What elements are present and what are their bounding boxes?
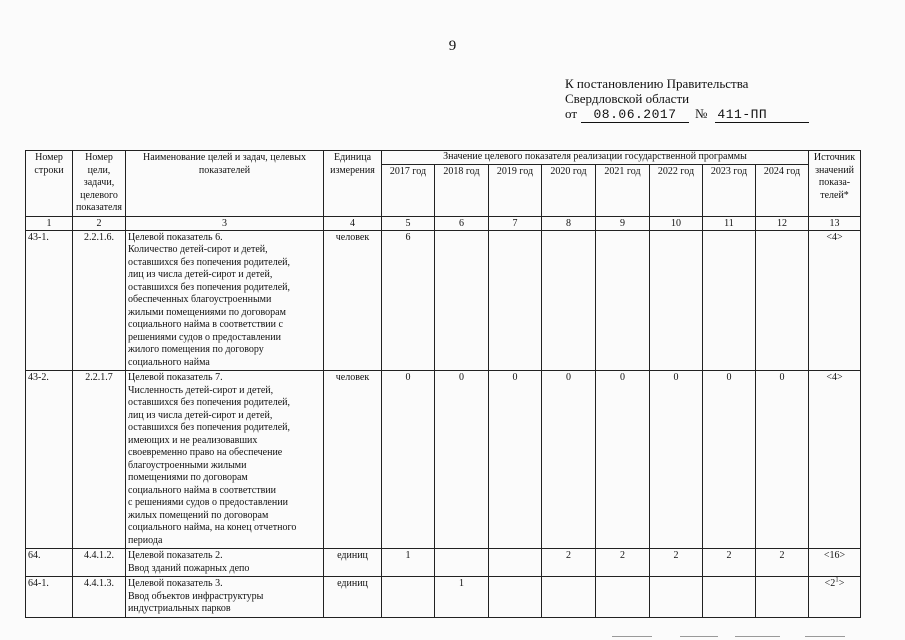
column-number-row xyxy=(26,216,861,230)
value-2021 xyxy=(596,230,650,371)
value-2020 xyxy=(542,577,596,618)
document-header xyxy=(565,76,809,123)
column-number: 1 xyxy=(26,216,73,230)
unit: единиц xyxy=(324,549,382,577)
page-number: 9 xyxy=(448,38,457,54)
value-2018 xyxy=(435,230,489,371)
source: <4> xyxy=(809,371,861,549)
name-line: обеспеченных благоустроенными xyxy=(128,294,272,305)
name-line: индустриальных парков xyxy=(128,603,231,614)
indicator-name xyxy=(126,549,324,577)
value-2017: 1 xyxy=(382,549,435,577)
value-2018: 1 xyxy=(435,577,489,618)
document-number: 411-ПП xyxy=(715,107,809,123)
value-2017 xyxy=(382,577,435,618)
value-2022 xyxy=(650,577,703,618)
row-number: 64. xyxy=(26,549,73,577)
source: <16> xyxy=(809,549,861,577)
name-line: Ввод объектов инфраструктуры xyxy=(128,590,264,602)
source: <4> xyxy=(809,230,861,371)
header-year-2020: 2020 год xyxy=(542,165,596,216)
header-unit: Единица измерения xyxy=(324,151,382,217)
unit: единиц xyxy=(324,577,382,618)
header-line-1: К постановлению Правительства xyxy=(565,76,749,91)
unit: человек xyxy=(324,230,382,371)
source-base: <2 xyxy=(824,578,836,589)
header-year-2021: 2021 год xyxy=(596,165,650,216)
column-number: 10 xyxy=(650,216,703,230)
name-line: оставшихся без попечения родителей, xyxy=(128,281,291,293)
name-line: Целевой показатель 3. xyxy=(128,578,223,589)
goal-number: 2.2.1.6. xyxy=(73,230,126,371)
row-number: 43-2. xyxy=(26,371,73,549)
name-line: социального найма, на конец отчетного xyxy=(128,522,297,533)
name-line: Целевой показатель 7. xyxy=(128,372,223,383)
from-label: от xyxy=(565,106,578,121)
name-line: Целевой показатель 2. xyxy=(128,550,223,561)
row-number: 64-1. xyxy=(26,577,73,618)
header-year-2018: 2018 год xyxy=(435,165,489,216)
scan-artifact-line xyxy=(680,636,718,637)
header-year-2022: 2022 год xyxy=(650,165,703,216)
scan-artifact-line xyxy=(612,636,652,637)
value-2020 xyxy=(542,230,596,371)
value-2020: 0 xyxy=(542,371,596,549)
value-2024: 2 xyxy=(756,549,809,577)
header-value-group: Значение целевого показателя реализации государственной программы xyxy=(382,151,809,165)
value-2023: 2 xyxy=(703,549,756,577)
column-number: 8 xyxy=(542,216,596,230)
header-date-line xyxy=(565,106,809,123)
value-2024: 0 xyxy=(756,371,809,549)
value-2023 xyxy=(703,577,756,618)
column-number: 12 xyxy=(756,216,809,230)
table-row xyxy=(26,371,861,549)
value-2021 xyxy=(596,577,650,618)
name-line: благоустроенными жилыми xyxy=(128,459,247,471)
column-number: 2 xyxy=(73,216,126,230)
goal-number: 4.4.1.2. xyxy=(73,549,126,577)
value-2017: 6 xyxy=(382,230,435,371)
goal-number: 4.4.1.3. xyxy=(73,577,126,618)
scan-artifact-line xyxy=(735,636,780,637)
table-row xyxy=(26,549,861,577)
header-name: Наименование целей и задач, целевых показателей xyxy=(126,151,324,217)
value-2019 xyxy=(489,549,542,577)
number-label: № xyxy=(695,106,708,121)
name-line: с решениями судов о предоставлении xyxy=(128,497,288,508)
name-line: оставшихся без попечения родителей, xyxy=(128,256,291,268)
name-line: жилых помещений по договорам xyxy=(128,509,269,521)
table-row xyxy=(26,230,861,371)
name-line: решениями судов о предоставлении xyxy=(128,331,281,343)
indicator-name xyxy=(126,230,324,371)
name-line: социального найма в соответствии с xyxy=(128,319,283,330)
name-line: жилого помещения по договору xyxy=(128,344,264,355)
column-number: 3 xyxy=(126,216,324,230)
value-2021: 2 xyxy=(596,549,650,577)
name-line: периода xyxy=(128,534,163,546)
name-line: жилыми помещениями по договорам xyxy=(128,306,286,318)
value-2019: 0 xyxy=(489,371,542,549)
value-2019 xyxy=(489,577,542,618)
value-2021: 0 xyxy=(596,371,650,549)
table-row xyxy=(26,577,861,618)
header-row-number: Номер строки xyxy=(26,151,73,217)
value-2023 xyxy=(703,230,756,371)
value-2024 xyxy=(756,230,809,371)
header-year-2017: 2017 год xyxy=(382,165,435,216)
value-2024 xyxy=(756,577,809,618)
name-line: лиц из числа детей-сирот и детей, xyxy=(128,269,273,280)
unit: человек xyxy=(324,371,382,549)
header-line-2: Свердловской области xyxy=(565,91,690,106)
name-line: Численность детей-сирот и детей, xyxy=(128,384,274,396)
value-2018: 0 xyxy=(435,371,489,549)
column-number: 13 xyxy=(809,216,861,230)
row-number: 43-1. xyxy=(26,230,73,371)
name-line: оставшихся без попечения родителей, xyxy=(128,397,291,408)
header-year-2024: 2024 год xyxy=(756,165,809,216)
name-line: лиц из числа детей-сирот и детей, xyxy=(128,409,273,421)
header-goal-number: Номер цели, задачи, целевого показателя xyxy=(73,151,126,217)
value-2023: 0 xyxy=(703,371,756,549)
indicator-name xyxy=(126,371,324,549)
column-number: 4 xyxy=(324,216,382,230)
column-number: 5 xyxy=(382,216,435,230)
value-2020: 2 xyxy=(542,549,596,577)
source-end: > xyxy=(838,578,845,589)
name-line: Ввод зданий пожарных депо xyxy=(128,562,250,574)
name-line: социального найма в соответствии xyxy=(128,484,276,496)
source xyxy=(809,577,861,618)
column-number: 11 xyxy=(703,216,756,230)
column-number: 7 xyxy=(489,216,542,230)
column-number: 6 xyxy=(435,216,489,230)
header-source: Источник значений показа-телей* xyxy=(809,151,861,217)
value-2019 xyxy=(489,230,542,371)
source-superscript: 1 xyxy=(835,576,839,584)
column-number: 9 xyxy=(596,216,650,230)
header-year-2023: 2023 год xyxy=(703,165,756,216)
value-2017: 0 xyxy=(382,371,435,549)
value-2018 xyxy=(435,549,489,577)
name-line: оставшихся без попечения родителей, xyxy=(128,422,291,433)
name-line: своевременно право на обеспечение xyxy=(128,447,283,458)
name-line: Количество детей-сирот и детей, xyxy=(128,244,268,255)
name-line: помещениями по договорам xyxy=(128,472,248,483)
name-line: Целевой показатель 6. xyxy=(128,231,223,243)
scan-artifact-line xyxy=(805,636,845,637)
indicator-name xyxy=(126,577,324,618)
goal-number: 2.2.1.7 xyxy=(73,371,126,549)
value-2022 xyxy=(650,230,703,371)
value-2022: 2 xyxy=(650,549,703,577)
header-year-2019: 2019 год xyxy=(489,165,542,216)
document-date: 08.06.2017 xyxy=(581,107,689,123)
indicators-table xyxy=(25,150,861,618)
name-line: имеющих и не реализовавших xyxy=(128,434,258,446)
value-2022: 0 xyxy=(650,371,703,549)
name-line: социального найма xyxy=(128,356,210,368)
